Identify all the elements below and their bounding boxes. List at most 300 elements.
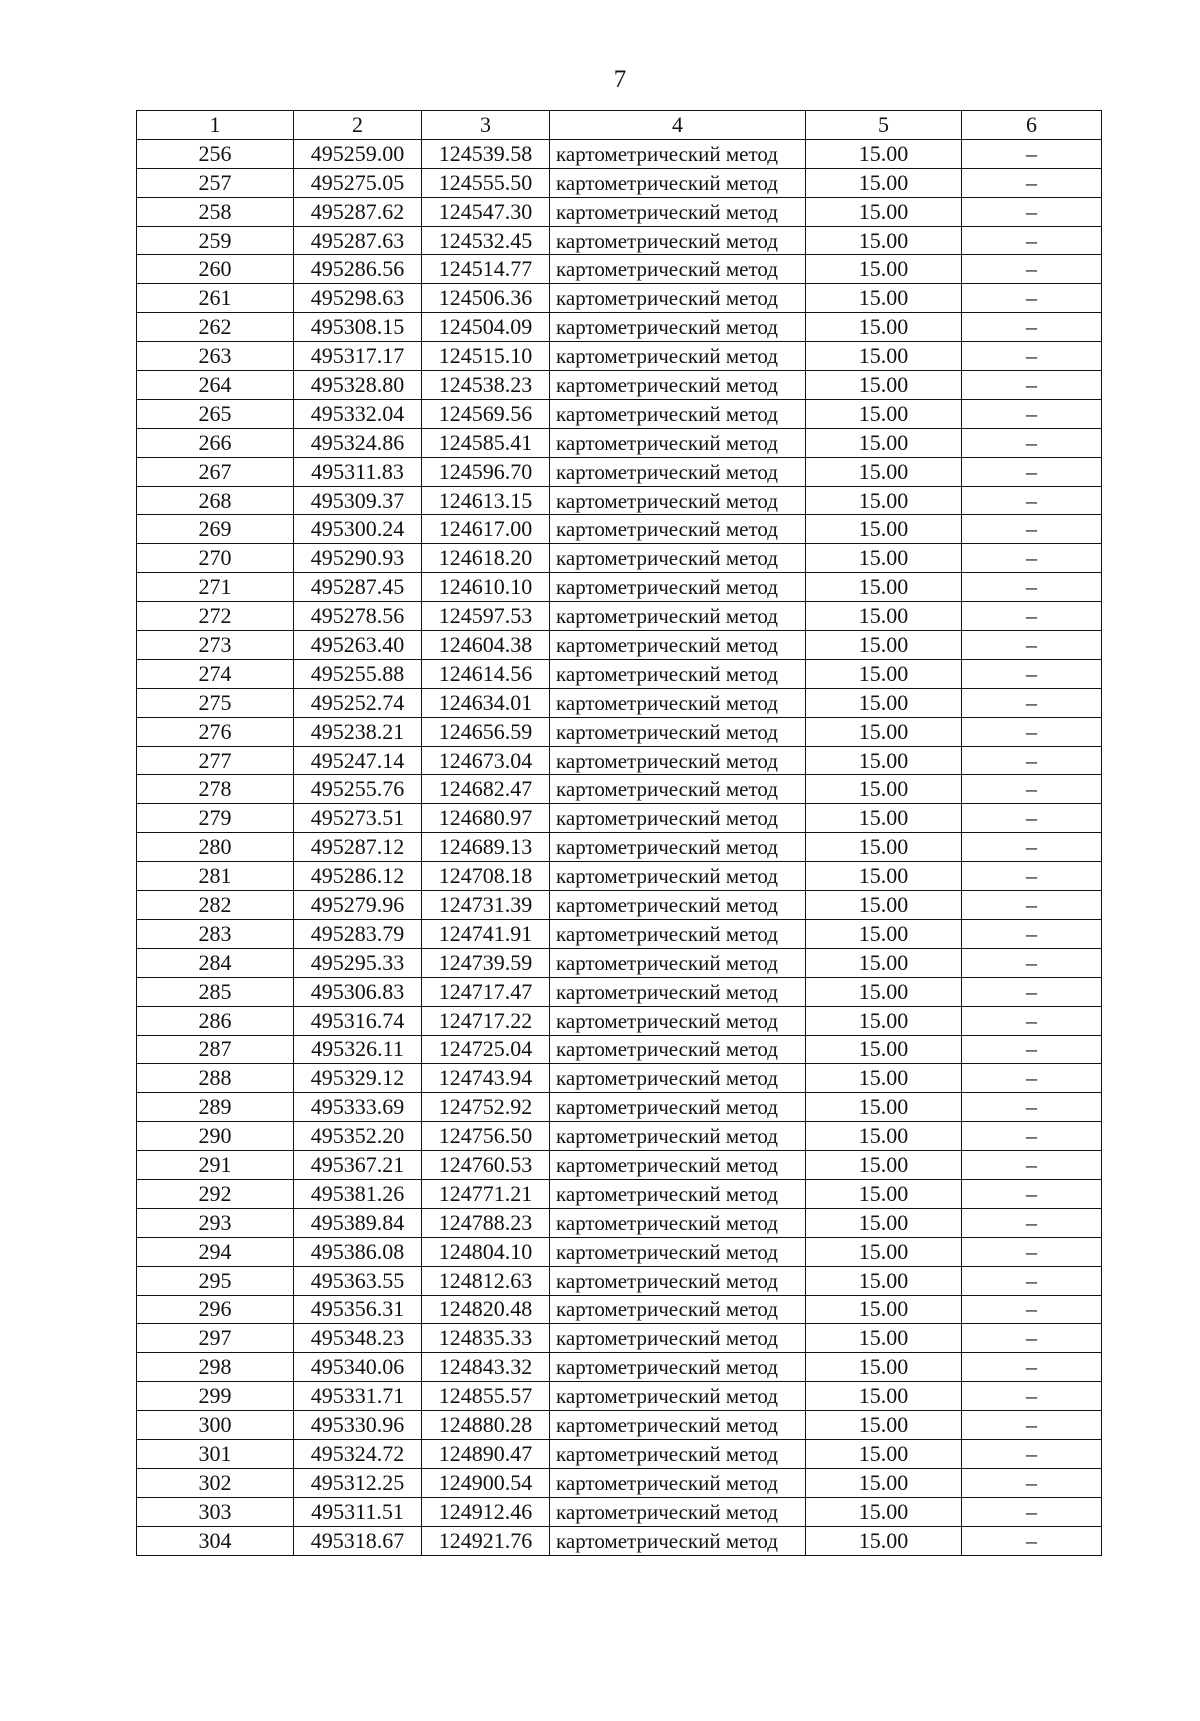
y-coordinate-cell: 124855.57 <box>422 1382 550 1411</box>
method-cell: картометрический метод <box>550 746 806 775</box>
point-number-cell: 278 <box>137 775 294 804</box>
accuracy-cell: 15.00 <box>806 1093 962 1122</box>
y-coordinate-cell: 124656.59 <box>422 717 550 746</box>
x-coordinate-cell: 495252.74 <box>294 688 422 717</box>
accuracy-cell: 15.00 <box>806 197 962 226</box>
table-row <box>137 284 1102 313</box>
point-number-cell: 281 <box>137 862 294 891</box>
point-number-cell: 259 <box>137 226 294 255</box>
method-cell: картометрический метод <box>550 977 806 1006</box>
accuracy-cell: 15.00 <box>806 688 962 717</box>
accuracy-cell: 15.00 <box>806 659 962 688</box>
note-cell: – <box>962 515 1102 544</box>
method-cell: картометрический метод <box>550 1439 806 1468</box>
point-number-cell: 265 <box>137 399 294 428</box>
y-coordinate-cell: 124771.21 <box>422 1179 550 1208</box>
point-number-cell: 300 <box>137 1411 294 1440</box>
note-cell: – <box>962 1151 1102 1180</box>
table-body <box>137 139 1102 1555</box>
x-coordinate-cell: 495324.86 <box>294 428 422 457</box>
note-cell: – <box>962 804 1102 833</box>
table-row <box>137 139 1102 168</box>
table-row <box>137 1439 1102 1468</box>
method-cell: картометрический метод <box>550 1411 806 1440</box>
y-coordinate-cell: 124504.09 <box>422 313 550 342</box>
x-coordinate-cell: 495363.55 <box>294 1266 422 1295</box>
y-coordinate-cell: 124743.94 <box>422 1064 550 1093</box>
table-row <box>137 1151 1102 1180</box>
note-cell: – <box>962 168 1102 197</box>
table-row <box>137 313 1102 342</box>
table-header-row <box>137 111 1102 140</box>
y-coordinate-cell: 124835.33 <box>422 1324 550 1353</box>
point-number-cell: 256 <box>137 139 294 168</box>
table-row <box>137 168 1102 197</box>
method-cell: картометрический метод <box>550 862 806 891</box>
note-cell: – <box>962 1122 1102 1151</box>
method-cell: картометрический метод <box>550 1324 806 1353</box>
method-cell: картометрический метод <box>550 1468 806 1497</box>
note-cell: – <box>962 862 1102 891</box>
method-cell: картометрический метод <box>550 1295 806 1324</box>
point-number-cell: 279 <box>137 804 294 833</box>
point-number-cell: 267 <box>137 457 294 486</box>
accuracy-cell: 15.00 <box>806 891 962 920</box>
accuracy-cell: 15.00 <box>806 399 962 428</box>
y-coordinate-cell: 124547.30 <box>422 197 550 226</box>
accuracy-cell: 15.00 <box>806 833 962 862</box>
method-cell: картометрический метод <box>550 1237 806 1266</box>
table-row <box>137 948 1102 977</box>
method-cell: картометрический метод <box>550 1093 806 1122</box>
method-cell: картометрический метод <box>550 371 806 400</box>
x-coordinate-cell: 495247.14 <box>294 746 422 775</box>
note-cell: – <box>962 1208 1102 1237</box>
method-cell: картометрический метод <box>550 1208 806 1237</box>
method-cell: картометрический метод <box>550 1497 806 1526</box>
note-cell: – <box>962 226 1102 255</box>
table-row <box>137 1208 1102 1237</box>
point-number-cell: 262 <box>137 313 294 342</box>
page-number: 7 <box>613 66 627 93</box>
x-coordinate-cell: 495286.56 <box>294 255 422 284</box>
note-cell: – <box>962 428 1102 457</box>
accuracy-cell: 15.00 <box>806 1526 962 1555</box>
point-number-cell: 257 <box>137 168 294 197</box>
accuracy-cell: 15.00 <box>806 573 962 602</box>
y-coordinate-cell: 124514.77 <box>422 255 550 284</box>
column-header: 3 <box>422 111 550 140</box>
method-cell: картометрический метод <box>550 168 806 197</box>
y-coordinate-cell: 124689.13 <box>422 833 550 862</box>
y-coordinate-cell: 124538.23 <box>422 371 550 400</box>
y-coordinate-cell: 124843.32 <box>422 1353 550 1382</box>
method-cell: картометрический метод <box>550 197 806 226</box>
y-coordinate-cell: 124614.56 <box>422 659 550 688</box>
point-number-cell: 304 <box>137 1526 294 1555</box>
method-cell: картометрический метод <box>550 255 806 284</box>
method-cell: картометрический метод <box>550 1526 806 1555</box>
method-cell: картометрический метод <box>550 428 806 457</box>
y-coordinate-cell: 124604.38 <box>422 631 550 660</box>
x-coordinate-cell: 495278.56 <box>294 602 422 631</box>
table-row <box>137 255 1102 284</box>
note-cell: – <box>962 1324 1102 1353</box>
table-row <box>137 1411 1102 1440</box>
table-row <box>137 1382 1102 1411</box>
note-cell: – <box>962 1497 1102 1526</box>
x-coordinate-cell: 495356.31 <box>294 1295 422 1324</box>
y-coordinate-cell: 124569.56 <box>422 399 550 428</box>
point-number-cell: 293 <box>137 1208 294 1237</box>
y-coordinate-cell: 124585.41 <box>422 428 550 457</box>
note-cell: – <box>962 399 1102 428</box>
x-coordinate-cell: 495333.69 <box>294 1093 422 1122</box>
note-cell: – <box>962 775 1102 804</box>
x-coordinate-cell: 495300.24 <box>294 515 422 544</box>
note-cell: – <box>962 1179 1102 1208</box>
point-number-cell: 288 <box>137 1064 294 1093</box>
x-coordinate-cell: 495298.63 <box>294 284 422 313</box>
table-row <box>137 1006 1102 1035</box>
point-number-cell: 296 <box>137 1295 294 1324</box>
y-coordinate-cell: 124596.70 <box>422 457 550 486</box>
y-coordinate-cell: 124725.04 <box>422 1035 550 1064</box>
method-cell: картометрический метод <box>550 1179 806 1208</box>
accuracy-cell: 15.00 <box>806 1179 962 1208</box>
y-coordinate-cell: 124752.92 <box>422 1093 550 1122</box>
y-coordinate-cell: 124555.50 <box>422 168 550 197</box>
note-cell: – <box>962 833 1102 862</box>
method-cell: картометрический метод <box>550 1151 806 1180</box>
accuracy-cell: 15.00 <box>806 342 962 371</box>
method-cell: картометрический метод <box>550 457 806 486</box>
y-coordinate-cell: 124760.53 <box>422 1151 550 1180</box>
point-number-cell: 260 <box>137 255 294 284</box>
accuracy-cell: 15.00 <box>806 919 962 948</box>
x-coordinate-cell: 495263.40 <box>294 631 422 660</box>
table-row <box>137 1266 1102 1295</box>
column-header: 2 <box>294 111 422 140</box>
point-number-cell: 297 <box>137 1324 294 1353</box>
accuracy-cell: 15.00 <box>806 717 962 746</box>
note-cell: – <box>962 284 1102 313</box>
table-row <box>137 1497 1102 1526</box>
x-coordinate-cell: 495275.05 <box>294 168 422 197</box>
method-cell: картометрический метод <box>550 486 806 515</box>
point-number-cell: 289 <box>137 1093 294 1122</box>
table-row <box>137 919 1102 948</box>
accuracy-cell: 15.00 <box>806 862 962 891</box>
accuracy-cell: 15.00 <box>806 1468 962 1497</box>
y-coordinate-cell: 124717.47 <box>422 977 550 1006</box>
y-coordinate-cell: 124682.47 <box>422 775 550 804</box>
note-cell: – <box>962 659 1102 688</box>
y-coordinate-cell: 124880.28 <box>422 1411 550 1440</box>
accuracy-cell: 15.00 <box>806 486 962 515</box>
point-number-cell: 291 <box>137 1151 294 1180</box>
point-number-cell: 290 <box>137 1122 294 1151</box>
accuracy-cell: 15.00 <box>806 1208 962 1237</box>
method-cell: картометрический метод <box>550 717 806 746</box>
table-row <box>137 544 1102 573</box>
table-row <box>137 1353 1102 1382</box>
method-cell: картометрический метод <box>550 139 806 168</box>
point-number-cell: 274 <box>137 659 294 688</box>
point-number-cell: 273 <box>137 631 294 660</box>
note-cell: – <box>962 1382 1102 1411</box>
table-row <box>137 659 1102 688</box>
accuracy-cell: 15.00 <box>806 168 962 197</box>
accuracy-cell: 15.00 <box>806 775 962 804</box>
point-number-cell: 282 <box>137 891 294 920</box>
note-cell: – <box>962 1237 1102 1266</box>
x-coordinate-cell: 495279.96 <box>294 891 422 920</box>
x-coordinate-cell: 495330.96 <box>294 1411 422 1440</box>
table-row <box>137 342 1102 371</box>
column-header: 1 <box>137 111 294 140</box>
y-coordinate-cell: 124812.63 <box>422 1266 550 1295</box>
point-number-cell: 277 <box>137 746 294 775</box>
x-coordinate-cell: 495255.76 <box>294 775 422 804</box>
x-coordinate-cell: 495328.80 <box>294 371 422 400</box>
accuracy-cell: 15.00 <box>806 977 962 1006</box>
column-header: 4 <box>550 111 806 140</box>
x-coordinate-cell: 495324.72 <box>294 1439 422 1468</box>
table-row <box>137 1179 1102 1208</box>
coordinates-table <box>136 110 1102 1556</box>
note-cell: – <box>962 602 1102 631</box>
point-number-cell: 268 <box>137 486 294 515</box>
x-coordinate-cell: 495317.17 <box>294 342 422 371</box>
table-row <box>137 862 1102 891</box>
table-row <box>137 891 1102 920</box>
table-row <box>137 1122 1102 1151</box>
point-number-cell: 270 <box>137 544 294 573</box>
y-coordinate-cell: 124634.01 <box>422 688 550 717</box>
accuracy-cell: 15.00 <box>806 544 962 573</box>
table-row <box>137 1324 1102 1353</box>
accuracy-cell: 15.00 <box>806 1064 962 1093</box>
table-row <box>137 1035 1102 1064</box>
y-coordinate-cell: 124756.50 <box>422 1122 550 1151</box>
method-cell: картометрический метод <box>550 775 806 804</box>
method-cell: картометрический метод <box>550 1122 806 1151</box>
y-coordinate-cell: 124617.00 <box>422 515 550 544</box>
note-cell: – <box>962 977 1102 1006</box>
table-row <box>137 804 1102 833</box>
x-coordinate-cell: 495308.15 <box>294 313 422 342</box>
x-coordinate-cell: 495287.12 <box>294 833 422 862</box>
accuracy-cell: 15.00 <box>806 139 962 168</box>
note-cell: – <box>962 1468 1102 1497</box>
table-row <box>137 486 1102 515</box>
note-cell: – <box>962 891 1102 920</box>
method-cell: картометрический метод <box>550 1035 806 1064</box>
accuracy-cell: 15.00 <box>806 1439 962 1468</box>
x-coordinate-cell: 495311.51 <box>294 1497 422 1526</box>
accuracy-cell: 15.00 <box>806 1151 962 1180</box>
accuracy-cell: 15.00 <box>806 428 962 457</box>
y-coordinate-cell: 124788.23 <box>422 1208 550 1237</box>
table-row <box>137 197 1102 226</box>
table-row <box>137 457 1102 486</box>
point-number-cell: 266 <box>137 428 294 457</box>
note-cell: – <box>962 1006 1102 1035</box>
method-cell: картометрический метод <box>550 631 806 660</box>
table-row <box>137 226 1102 255</box>
x-coordinate-cell: 495386.08 <box>294 1237 422 1266</box>
x-coordinate-cell: 495295.33 <box>294 948 422 977</box>
accuracy-cell: 15.00 <box>806 746 962 775</box>
x-coordinate-cell: 495367.21 <box>294 1151 422 1180</box>
note-cell: – <box>962 688 1102 717</box>
method-cell: картометрический метод <box>550 804 806 833</box>
accuracy-cell: 15.00 <box>806 313 962 342</box>
accuracy-cell: 15.00 <box>806 1035 962 1064</box>
point-number-cell: 301 <box>137 1439 294 1468</box>
note-cell: – <box>962 573 1102 602</box>
point-number-cell: 299 <box>137 1382 294 1411</box>
point-number-cell: 263 <box>137 342 294 371</box>
accuracy-cell: 15.00 <box>806 1324 962 1353</box>
table-row <box>137 631 1102 660</box>
x-coordinate-cell: 495332.04 <box>294 399 422 428</box>
note-cell: – <box>962 948 1102 977</box>
point-number-cell: 264 <box>137 371 294 400</box>
table-row <box>137 1468 1102 1497</box>
x-coordinate-cell: 495287.62 <box>294 197 422 226</box>
note-cell: – <box>962 1411 1102 1440</box>
y-coordinate-cell: 124613.15 <box>422 486 550 515</box>
y-coordinate-cell: 124731.39 <box>422 891 550 920</box>
table-row <box>137 688 1102 717</box>
accuracy-cell: 15.00 <box>806 255 962 284</box>
method-cell: картометрический метод <box>550 688 806 717</box>
accuracy-cell: 15.00 <box>806 1353 962 1382</box>
y-coordinate-cell: 124739.59 <box>422 948 550 977</box>
point-number-cell: 284 <box>137 948 294 977</box>
table-row <box>137 573 1102 602</box>
method-cell: картометрический метод <box>550 602 806 631</box>
y-coordinate-cell: 124506.36 <box>422 284 550 313</box>
x-coordinate-cell: 495348.23 <box>294 1324 422 1353</box>
table-row <box>137 428 1102 457</box>
point-number-cell: 292 <box>137 1179 294 1208</box>
accuracy-cell: 15.00 <box>806 457 962 486</box>
accuracy-cell: 15.00 <box>806 1122 962 1151</box>
x-coordinate-cell: 495255.88 <box>294 659 422 688</box>
point-number-cell: 272 <box>137 602 294 631</box>
y-coordinate-cell: 124900.54 <box>422 1468 550 1497</box>
point-number-cell: 261 <box>137 284 294 313</box>
point-number-cell: 295 <box>137 1266 294 1295</box>
y-coordinate-cell: 124708.18 <box>422 862 550 891</box>
x-coordinate-cell: 495287.63 <box>294 226 422 255</box>
note-cell: – <box>962 313 1102 342</box>
method-cell: картометрический метод <box>550 948 806 977</box>
method-cell: картометрический метод <box>550 284 806 313</box>
x-coordinate-cell: 495309.37 <box>294 486 422 515</box>
accuracy-cell: 15.00 <box>806 631 962 660</box>
point-number-cell: 287 <box>137 1035 294 1064</box>
y-coordinate-cell: 124890.47 <box>422 1439 550 1468</box>
table-row <box>137 1295 1102 1324</box>
x-coordinate-cell: 495283.79 <box>294 919 422 948</box>
point-number-cell: 276 <box>137 717 294 746</box>
method-cell: картометрический метод <box>550 919 806 948</box>
method-cell: картометрический метод <box>550 1006 806 1035</box>
x-coordinate-cell: 495389.84 <box>294 1208 422 1237</box>
table-row <box>137 371 1102 400</box>
x-coordinate-cell: 495340.06 <box>294 1353 422 1382</box>
table-row <box>137 833 1102 862</box>
y-coordinate-cell: 124680.97 <box>422 804 550 833</box>
x-coordinate-cell: 495381.26 <box>294 1179 422 1208</box>
y-coordinate-cell: 124804.10 <box>422 1237 550 1266</box>
note-cell: – <box>962 1439 1102 1468</box>
method-cell: картометрический метод <box>550 1382 806 1411</box>
method-cell: картометрический метод <box>550 313 806 342</box>
x-coordinate-cell: 495318.67 <box>294 1526 422 1555</box>
y-coordinate-cell: 124618.20 <box>422 544 550 573</box>
x-coordinate-cell: 495259.00 <box>294 139 422 168</box>
method-cell: картометрический метод <box>550 1353 806 1382</box>
point-number-cell: 285 <box>137 977 294 1006</box>
table-row <box>137 602 1102 631</box>
point-number-cell: 294 <box>137 1237 294 1266</box>
accuracy-cell: 15.00 <box>806 1006 962 1035</box>
y-coordinate-cell: 124610.10 <box>422 573 550 602</box>
table-row <box>137 1093 1102 1122</box>
y-coordinate-cell: 124741.91 <box>422 919 550 948</box>
point-number-cell: 269 <box>137 515 294 544</box>
y-coordinate-cell: 124717.22 <box>422 1006 550 1035</box>
table-row <box>137 515 1102 544</box>
method-cell: картометрический метод <box>550 659 806 688</box>
x-coordinate-cell: 495290.93 <box>294 544 422 573</box>
note-cell: – <box>962 1064 1102 1093</box>
accuracy-cell: 15.00 <box>806 226 962 255</box>
note-cell: – <box>962 342 1102 371</box>
table-row <box>137 399 1102 428</box>
point-number-cell: 283 <box>137 919 294 948</box>
note-cell: – <box>962 1353 1102 1382</box>
table-row <box>137 977 1102 1006</box>
table-row <box>137 775 1102 804</box>
y-coordinate-cell: 124515.10 <box>422 342 550 371</box>
note-cell: – <box>962 486 1102 515</box>
method-cell: картометрический метод <box>550 399 806 428</box>
y-coordinate-cell: 124597.53 <box>422 602 550 631</box>
x-coordinate-cell: 495316.74 <box>294 1006 422 1035</box>
accuracy-cell: 15.00 <box>806 1295 962 1324</box>
method-cell: картометрический метод <box>550 544 806 573</box>
method-cell: картометрический метод <box>550 342 806 371</box>
point-number-cell: 258 <box>137 197 294 226</box>
note-cell: – <box>962 1035 1102 1064</box>
note-cell: – <box>962 919 1102 948</box>
note-cell: – <box>962 139 1102 168</box>
accuracy-cell: 15.00 <box>806 1266 962 1295</box>
point-number-cell: 271 <box>137 573 294 602</box>
note-cell: – <box>962 457 1102 486</box>
point-number-cell: 286 <box>137 1006 294 1035</box>
x-coordinate-cell: 495238.21 <box>294 717 422 746</box>
x-coordinate-cell: 495312.25 <box>294 1468 422 1497</box>
point-number-cell: 303 <box>137 1497 294 1526</box>
note-cell: – <box>962 1295 1102 1324</box>
